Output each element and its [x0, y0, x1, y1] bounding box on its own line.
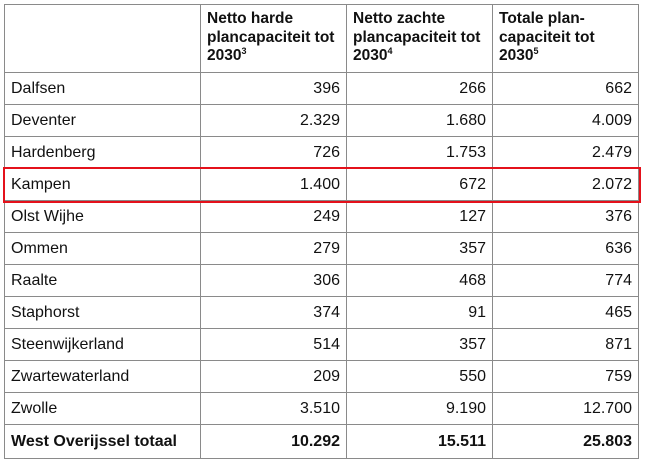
total-hard-capacity: 10.292	[201, 425, 347, 459]
soft-capacity-cell: 266	[347, 73, 493, 105]
soft-capacity-cell: 357	[347, 233, 493, 265]
soft-capacity-cell: 1.680	[347, 105, 493, 137]
total-row	[5, 425, 639, 459]
total-capacity-cell: 662	[493, 73, 639, 105]
hard-capacity-cell: 374	[201, 297, 347, 329]
total-capacity-cell: 12.700	[493, 393, 639, 425]
table-row	[5, 265, 639, 297]
soft-capacity-cell: 91	[347, 297, 493, 329]
hard-capacity-cell: 3.510	[201, 393, 347, 425]
header-row	[5, 5, 639, 73]
soft-capacity-cell: 672	[347, 169, 493, 201]
hard-capacity-cell: 514	[201, 329, 347, 361]
soft-capacity-cell: 468	[347, 265, 493, 297]
header-total-capacity: Totale plan-capaciteit tot 2030$^5$	[493, 5, 639, 73]
total-capacity-cell: 4.009	[493, 105, 639, 137]
hard-capacity-cell: 396	[201, 73, 347, 105]
total-total-capacity: 25.803	[493, 425, 639, 459]
plan-capacity-table	[4, 4, 639, 459]
total-capacity-cell: 871	[493, 329, 639, 361]
total-capacity-cell: 759	[493, 361, 639, 393]
total-soft-capacity: 15.511	[347, 425, 493, 459]
total-capacity-cell: 636	[493, 233, 639, 265]
soft-capacity-cell: 9.190	[347, 393, 493, 425]
municipality-cell: Deventer	[5, 105, 201, 137]
table-row	[5, 73, 639, 105]
header-corner-cell	[5, 5, 201, 73]
total-capacity-cell: 376	[493, 201, 639, 233]
table-row	[5, 329, 639, 361]
table-container	[4, 4, 639, 459]
table-row-highlighted	[5, 169, 639, 201]
soft-capacity-cell: 1.753	[347, 137, 493, 169]
table-row	[5, 105, 639, 137]
table-row	[5, 201, 639, 233]
hard-capacity-cell: 209	[201, 361, 347, 393]
municipality-cell: Olst Wijhe	[5, 201, 201, 233]
total-label: West Overijssel totaal	[5, 425, 201, 459]
header-hard-capacity: Netto harde plancapaciteit tot 2030$^3$	[201, 5, 347, 73]
hard-capacity-cell: 279	[201, 233, 347, 265]
hard-capacity-cell: 306	[201, 265, 347, 297]
municipality-cell: Zwartewaterland	[5, 361, 201, 393]
hard-capacity-cell: 1.400	[201, 169, 347, 201]
table-row	[5, 137, 639, 169]
table-row	[5, 361, 639, 393]
total-capacity-cell: 465	[493, 297, 639, 329]
header-soft-capacity: Netto zachte plancapaciteit tot 2030$^4$	[347, 5, 493, 73]
soft-capacity-cell: 357	[347, 329, 493, 361]
soft-capacity-cell: 127	[347, 201, 493, 233]
table-row	[5, 297, 639, 329]
soft-capacity-cell: 550	[347, 361, 493, 393]
municipality-cell: Steenwijkerland	[5, 329, 201, 361]
municipality-cell: Hardenberg	[5, 137, 201, 169]
municipality-cell: Raalte	[5, 265, 201, 297]
hard-capacity-cell: 726	[201, 137, 347, 169]
total-capacity-cell: 2.479	[493, 137, 639, 169]
table-row	[5, 393, 639, 425]
total-capacity-cell: 2.072	[493, 169, 639, 201]
hard-capacity-cell: 249	[201, 201, 347, 233]
municipality-cell: Zwolle	[5, 393, 201, 425]
municipality-cell: Staphorst	[5, 297, 201, 329]
municipality-cell: Dalfsen	[5, 73, 201, 105]
table-row	[5, 233, 639, 265]
municipality-cell: Ommen	[5, 233, 201, 265]
hard-capacity-cell: 2.329	[201, 105, 347, 137]
municipality-cell: Kampen	[5, 169, 201, 201]
total-capacity-cell: 774	[493, 265, 639, 297]
